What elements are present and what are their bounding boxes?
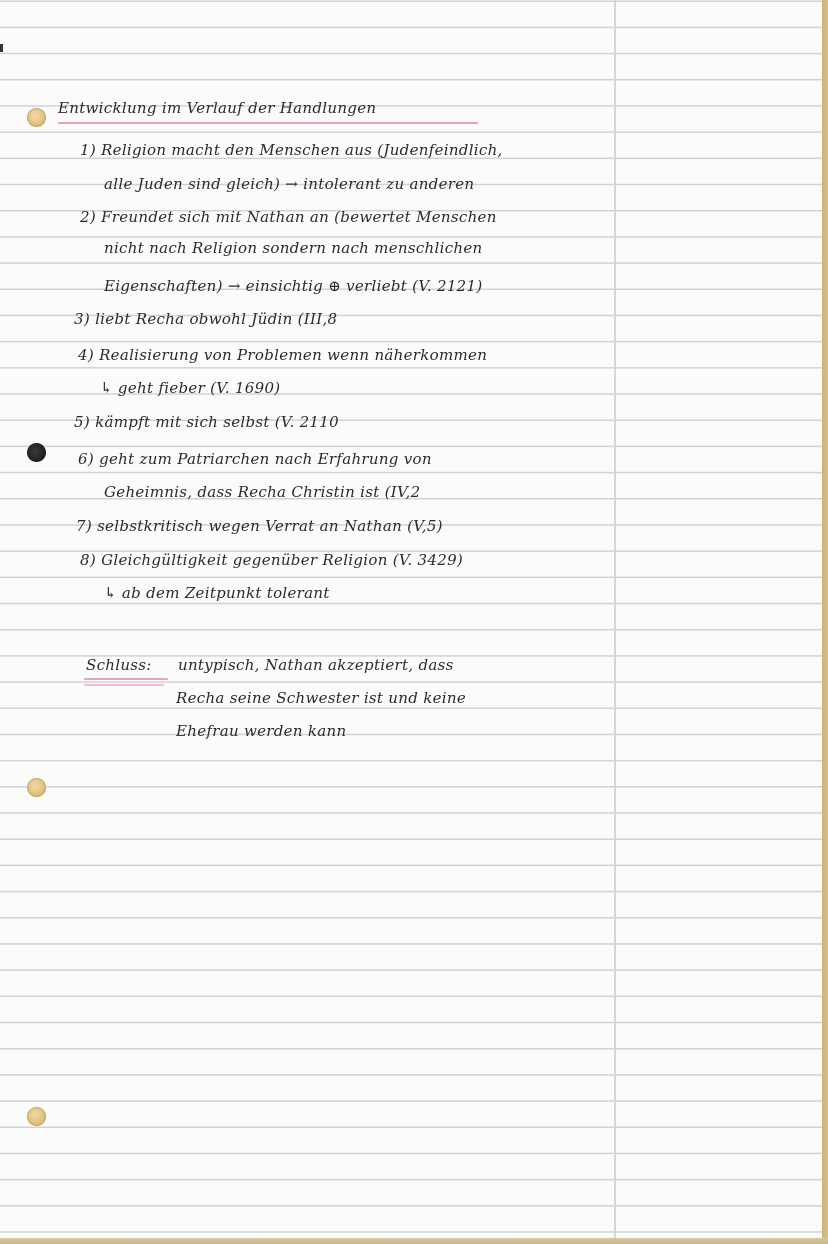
page-edge-mark — [0, 44, 3, 52]
punch-hole — [27, 1107, 46, 1126]
list-item: alle Juden sind gleich) → intolerant zu anderen — [104, 175, 475, 193]
conclusion-underline — [84, 684, 164, 686]
list-item: 1) Religion macht den Menschen aus (Judenfeindlich, — [80, 141, 503, 159]
conclusion-label: Schluss: — [86, 656, 152, 674]
heading-underline — [58, 122, 478, 124]
list-item: Eigenschaften) → einsichtig ⊕ verliebt (V. 2121) — [104, 277, 483, 295]
list-item: Geheimnis, dass Recha Christin ist (IV,2 — [104, 483, 421, 501]
margin-line — [614, 0, 616, 1238]
list-item: 5) kämpft mit sich selbst (V. 2110 — [74, 413, 339, 431]
paper-edge-right — [822, 0, 828, 1244]
list-item: 3) liebt Recha obwohl Jüdin (III,8 — [74, 310, 338, 328]
conclusion-text: untypisch, Nathan akzeptiert, dass — [178, 656, 454, 674]
list-item: 4) Realisierung von Problemen wenn näherkommen — [78, 346, 488, 364]
list-item: 8) Gleichgültigkeit gegenüber Religion (V. 3429) — [80, 551, 464, 569]
conclusion-text: Ehefrau werden kann — [176, 722, 347, 740]
paper-edge-bottom — [0, 1238, 828, 1244]
list-item: ↳ ab dem Zeitpunkt tolerant — [104, 584, 330, 602]
list-item: nicht nach Religion sondern nach menschlichen — [104, 239, 483, 257]
list-item: 2) Freundet sich mit Nathan an (bewertet Menschen — [80, 208, 497, 226]
section-heading: Entwicklung im Verlauf der Handlungen — [58, 99, 377, 117]
punch-hole — [27, 108, 46, 127]
punch-hole — [27, 443, 46, 462]
list-item: 7) selbstkritisch wegen Verrat an Nathan (V,5) — [76, 517, 443, 535]
conclusion-underline — [84, 678, 168, 680]
conclusion-text: Recha seine Schwester ist und keine — [176, 689, 466, 707]
list-item: ↳ geht fieber (V. 1690) — [100, 379, 281, 397]
list-item: 6) geht zum Patriarchen nach Erfahrung von — [78, 450, 432, 468]
punch-hole — [27, 778, 46, 797]
